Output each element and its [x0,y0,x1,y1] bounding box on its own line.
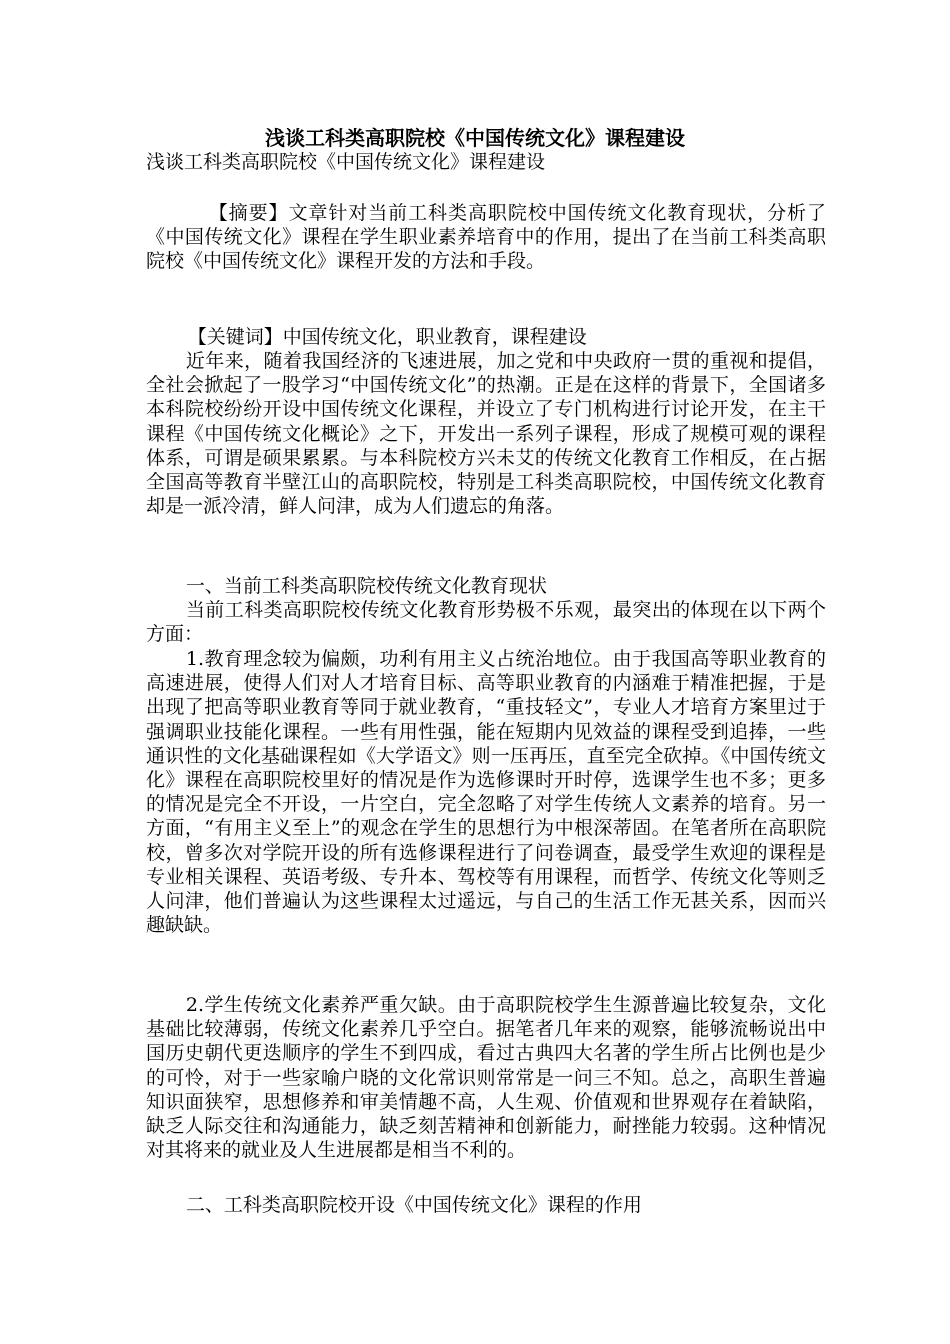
point-2-paragraph: 2.学生传统文化素养严重欠缺。由于高职院校学生生源普遍比较复杂，文化基础比较薄弱，传统文化素养几乎空白。据笔者几年来的观察，能够流畅说出中国历史朝代更迭顺序的学生不到四成，看过古典四大名著的学生所占比例也是少的可怜，对于一些家喻户晓的文化常识则常常是一问三不知。总之，高职生普遍知识面狭窄，思想修养和审美情趣不高，人生观、价值观和世界观存在着缺陷，缺乏人际交往和沟通能力，缺乏刻苦精神和创新能力，耐挫能力较弱。这种情况对其将来的就业及人生进展都是相当不利的。 [146,994,826,1162]
section-heading-1: 一、当前工科类高职院校传统文化教育现状 [185,575,547,597]
document-subtitle: 浅谈工科类高职院校《中国传统文化》课程建设 [146,151,546,173]
keywords-paragraph: 【关键词】中国传统文化，职业教育，课程建设 [187,326,587,348]
abstract-paragraph: 【摘要】文章针对当前工科类高职院校中国传统文化教育现状，分析了《中国传统文化》课程在学生职业素养培育中的作用，提出了在当前工科类高职院校《中国传统文化》课程开发的方法和手段。 [146,202,826,273]
point-1-paragraph: 1.教育理念较为偏颇，功利有用主义占统治地位。由于我国高等职业教育的高速进展，使得人们对人才培育目标、高等职业教育的内涵难于精准把握，于是出现了把高等职业教育等同于就业教育，“重技轻文”，专业人才培育方案里过于强调职业技能化课程。一些有用性强，能在短期内见效益的课程受到追捧，一些通识性的文化基础课程如《大学语文》则一压再压，直至完全砍掉。《中国传统文化》课程在高职院校里好的情况是作为选修课时开时停，选课学生也不多；更多的情况是完全不开设，一片空白，完全忽略了对学生传统人文素养的培育。另一方面，“有用主义至上”的观念在学生的思想行为中根深蒂固。在笔者所在高职院校，曾多次对学院开设的所有选修课程进行了问卷调查，最受学生欢迎的课程是专业相关课程、英语考级、专升本、驾校等有用课程，而哲学、传统文化等则乏人问津，他们普遍认为这些课程太过遥远，与自己的生活工作无甚关系，因而兴趣缺缺。 [146,648,826,937]
status-paragraph: 当前工科类高职院校传统文化教育形势极不乐观，最突出的体现在以下两个方面： [146,599,826,646]
intro-paragraph: 近年来，随着我国经济的飞速进展，加之党和中央政府一贯的重视和提倡，全社会掀起了一股学习“中国传统文化”的热潮。正是在这样的背景下，全国诸多本科院校纷纷开设中国传统文化课程，并设立了专门机构进行讨论开发，在主干课程《中国传统文化概论》之下，开发出一系列子课程，形成了规模可观的课程体系，可谓是硕果累累。与本科院校方兴未艾的传统文化教育工作相反，在占据全国高等教育半壁江山的高职院校，特别是工科类高职院校，中国传统文化教育却是一派冷清，鲜人问津，成为人们遗忘的角落。 [146,350,826,518]
section-heading-2: 二、工科类高职院校开设《中国传统文化》课程的作用 [185,1194,642,1216]
document-title: 浅谈工科类高职院校《中国传统文化》课程建设 [265,126,685,150]
